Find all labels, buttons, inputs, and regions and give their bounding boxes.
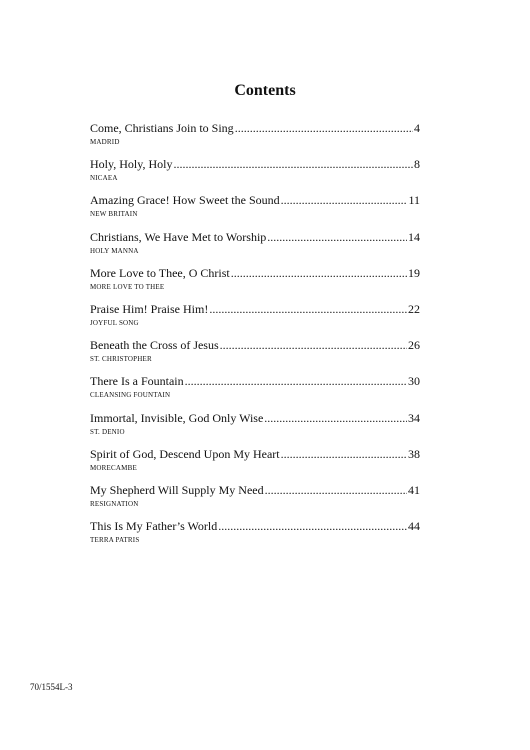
hymn-title: Come, Christians Join to Sing	[90, 121, 234, 135]
table-of-contents	[90, 120, 420, 554]
tune-name: ST. CHRISTOPHER	[90, 355, 152, 364]
hymn-title: More Love to Thee, O Christ	[90, 265, 230, 280]
toc-entry-line	[90, 518, 420, 534]
page-number: 30	[408, 374, 420, 389]
toc-entry	[90, 229, 420, 265]
page-number: 44	[408, 519, 420, 534]
tune-name: ST. DENIO	[90, 427, 125, 436]
toc-entry	[90, 120, 420, 156]
dot-leader	[185, 373, 407, 389]
toc-entry	[90, 156, 420, 192]
toc-entry	[90, 410, 420, 446]
page-number: 34	[408, 410, 420, 425]
page-title: Contents	[234, 82, 296, 99]
dot-leader	[281, 446, 407, 462]
toc-entry-line	[90, 337, 420, 353]
page-number: 38	[408, 446, 420, 461]
dot-leader	[209, 301, 407, 317]
tune-name: MADRID	[90, 138, 120, 146]
hymn-title: Beneath the Cross of Jesus	[90, 338, 219, 353]
hymn-title: Immortal, Invisible, God Only Wise	[90, 410, 264, 425]
tune-name: NICAEA	[90, 174, 118, 183]
dot-leader	[231, 265, 407, 281]
tune-name: HOLY MANNA	[90, 246, 139, 255]
page-number: 4	[414, 121, 420, 135]
hymn-title: Christians, We Have Met to Worship	[90, 229, 267, 244]
hymn-title: Amazing Grace! How Sweet the Sound	[90, 193, 280, 208]
toc-entry-line	[90, 301, 420, 317]
dot-leader	[173, 156, 413, 172]
page-number: 19	[408, 265, 420, 280]
toc-entry	[90, 301, 420, 337]
toc-entry	[90, 373, 420, 409]
dot-leader	[265, 482, 407, 498]
dot-leader	[235, 120, 413, 136]
dot-leader	[281, 192, 408, 208]
dot-leader	[218, 518, 407, 534]
hymn-title: Praise Him! Praise Him!	[90, 301, 209, 316]
toc-entry-line	[90, 482, 420, 498]
page-number: 26	[408, 338, 420, 353]
dot-leader	[220, 337, 407, 353]
tune-name: TERRA PATRIS	[90, 536, 140, 545]
dot-leader	[267, 229, 407, 245]
tune-name: JOYFUL SONG	[90, 318, 139, 327]
hymn-title: This Is My Father’s World	[90, 519, 218, 534]
hymn-title: There Is a Fountain	[90, 374, 184, 389]
toc-entry	[90, 192, 420, 228]
hymn-title: Holy, Holy, Holy	[90, 157, 173, 172]
page-number: 8	[414, 157, 420, 172]
toc-entry	[90, 446, 420, 482]
page-number: 41	[408, 482, 420, 497]
tune-name: MORECAMBE	[90, 463, 137, 472]
toc-entry	[90, 482, 420, 518]
hymn-title: My Shepherd Will Supply My Need	[90, 482, 264, 497]
toc-entry-line	[90, 120, 420, 136]
tune-name: MORE LOVE TO THEE	[90, 282, 165, 291]
catalog-code: 70/1554L-3	[30, 682, 73, 692]
tune-name: NEW BRITAIN	[90, 210, 138, 219]
tune-name: CLEANSING FOUNTAIN	[90, 391, 171, 400]
toc-entry-line	[90, 229, 420, 245]
toc-entry-line	[90, 192, 420, 208]
toc-entry-line	[90, 446, 420, 462]
toc-entry	[90, 337, 420, 373]
page-number: 22	[408, 301, 420, 316]
tune-name: RESIGNATION	[90, 499, 139, 508]
toc-entry-line	[90, 265, 420, 281]
toc-entry-line	[90, 156, 420, 172]
toc-entry	[90, 265, 420, 301]
dot-leader	[264, 410, 407, 426]
hymn-title: Spirit of God, Descend Upon My Heart	[90, 446, 280, 461]
toc-entry-line	[90, 410, 420, 426]
page-number: 11	[408, 193, 420, 208]
page-number: 14	[408, 229, 420, 244]
toc-entry-line	[90, 373, 420, 389]
toc-entry	[90, 518, 420, 554]
